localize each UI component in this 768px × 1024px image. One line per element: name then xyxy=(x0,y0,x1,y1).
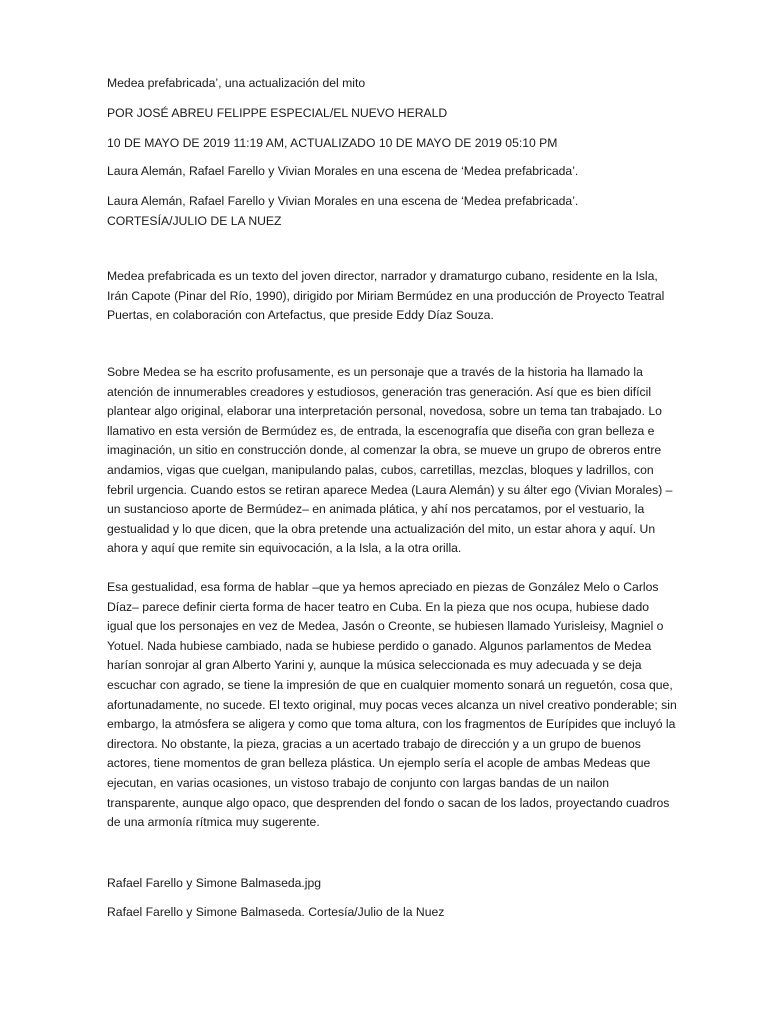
article-title-line: Medea prefabricada’, una actualización del mito xyxy=(107,76,366,90)
photo-caption-1: Laura Alemán, Rafael Farello y Vivian Morales en una escena de ‘Medea prefabricada’. xyxy=(107,164,579,178)
image-filename: Rafael Farello y Simone Balmaseda.jpg xyxy=(107,876,322,890)
body-paragraph-1: Medea prefabricada es un texto del joven director, narrador y dramaturgo cubano, residente en la Isla, Irán Capote (Pinar del Río, 1990), dirigido por Miriam Bermúdez en una producción de Proyecto Teatral Puertas, en colaboración con Artefactus, que preside Eddy Díaz Souza. xyxy=(107,269,665,323)
dateline: 10 DE MAYO DE 2019 11:19 AM, ACTUALIZADO 10 DE MAYO DE 2019 05:10 PM xyxy=(107,136,558,150)
photo-caption-3: Rafael Farello y Simone Balmaseda. Cortesía/Julio de la Nuez xyxy=(107,905,445,919)
body-paragraph-2: Sobre Medea se ha escrito profusamente, es un personaje que a través de la historia ha llamado la atención de innumerables creadores y estudiosos, generación tras generación. Así que es bien difícil plantear algo original, elaborar una interpretación personal, novedosa, sobre un tema tan trabajado. Lo llamativo en esta versión de Bermúdez es, de entrada, la escenografía que diseña con gran belleza e imaginación, un sitio en construcción donde, al comenzar la obra, se mueve un grupo de obreros entre andamios, vigas que cuelgan, manipulando palas, cubos, carretillas, mezclas, bloques y ladrillos, con febril urgencia. Cuando estos se retiran aparece Medea (Laura Alemán) y su álter ego (Vivian Morales) – un sustancioso aporte de Bermúdez– en animada plática, y ahí nos percatamos, por el vestuario, la gestualidad y lo que dicen, que la obra pretende una actualización del mito, un estar ahora y aquí. Un ahora y aquí que remite sin equivocación, a la Isla, a la otra orilla. xyxy=(107,365,673,556)
photo-caption-2: Laura Alemán, Rafael Farello y Vivian Morales en una escena de ‘Medea prefabricada’. CORTESÍA/JULIO DE LA NUEZ xyxy=(107,194,579,228)
body-paragraph-3: Esa gestualidad, esa forma de hablar –que ya hemos apreciado en piezas de González Melo o Carlos Díaz– parece definir cierta forma de hacer teatro en Cuba. En la pieza que nos ocupa, hubiese dado igual que los personajes en vez de Medea, Jasón o Creonte, se hubiesen llamado Yurisleisy, Magniel o Yotuel. Nada hubiese cambiado, nada se hubiese perdido o ganado. Algunos parlamentos de Medea harían sonrojar al gran Alberto Yarini y, aunque la música seleccionada es muy adecuada y se deja escuchar con agrado, se tiene la impresión de que en cualquier momento sonará un reguetón, cosa que, afortunadamente, no sucede. El texto original, muy pocas veces alcanza un nivel creativo ponderable; sin embargo, la atmósfera se aligera y como que toma altura, con los fragmentos de Eurípides que incluyó la directora. No obstante, la pieza, gracias a un acertado trabajo de dirección y a un grupo de buenos actores, tiene momentos de gran belleza plástica. Un ejemplo sería el acople de ambas Medeas que ejecutan, en varias ocasiones, un vistoso trabajo de conjunto con largas bandas de un nailon transparente, aunque algo opaco, que desprenden del fondo o sacan de los lados, proyectando cuadros de una armonía rítmica muy sugerente. xyxy=(107,580,677,830)
byline: POR JOSÉ ABREU FELIPPE ESPECIAL/EL NUEVO HERALD xyxy=(107,106,448,120)
